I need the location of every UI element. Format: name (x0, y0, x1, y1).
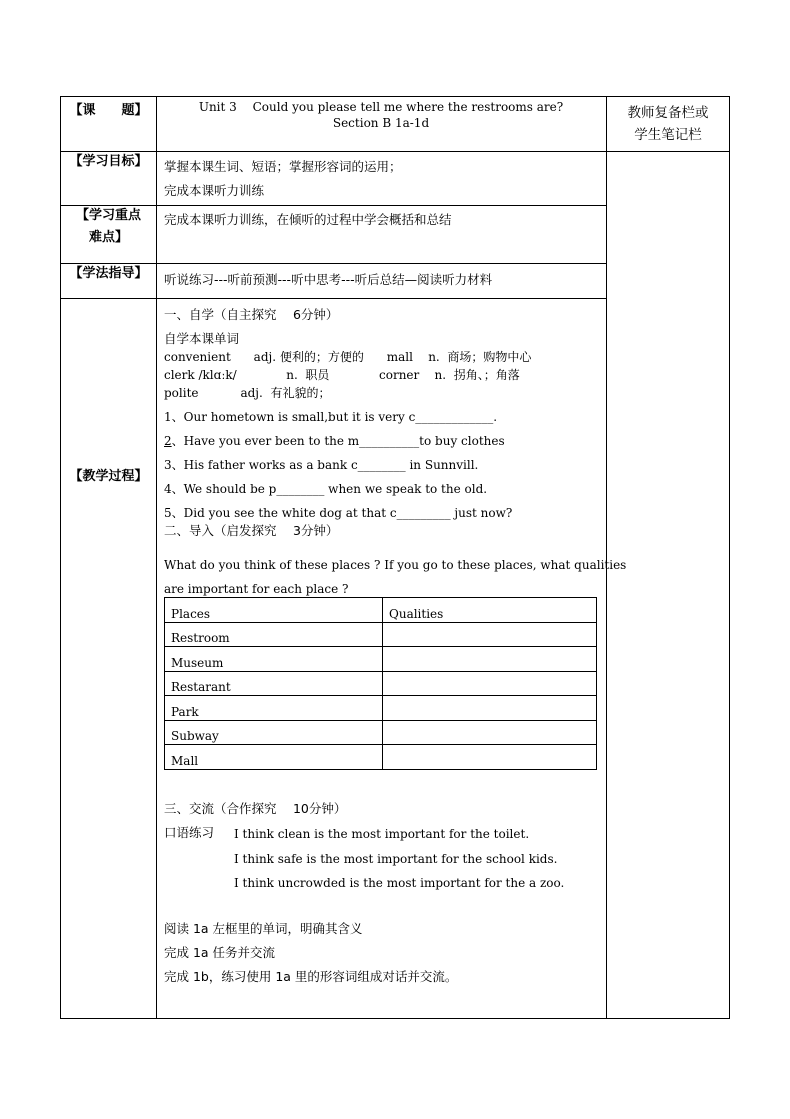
exercise-text: 、Our hometown is small,but it is very c_____________. (171, 410, 498, 424)
notes-column-header (606, 102, 730, 146)
exercise-number: 3 (164, 458, 172, 472)
qualities-cell[interactable] (383, 745, 597, 770)
qualities-cell[interactable] (383, 696, 597, 721)
exercise-text: 、Have you ever been to the m__________to buy clothes (171, 434, 505, 448)
lesson-title (156, 99, 606, 131)
process-label: 【教学过程】 (69, 469, 148, 484)
question-line-2: are important for each place ? (164, 582, 349, 596)
exercise-number: 1 (164, 410, 172, 424)
notes-header-line1: 教师复备栏或 (627, 105, 709, 121)
place-cell: Museum (165, 647, 383, 672)
table-header-row (165, 598, 597, 623)
exercise-item (164, 456, 478, 474)
lesson-title-line2: Section B 1a-1d (332, 116, 430, 130)
table-row (165, 720, 597, 745)
oral-line-3: I think uncrowded is the most important for the a zoo. (234, 876, 565, 890)
method-label: 【学法指导】 (69, 266, 148, 281)
section1-title: 一、自学（自主探究 6分钟） (164, 307, 339, 322)
row-divider (61, 298, 606, 299)
place-cell: Restroom (165, 622, 383, 647)
row-divider-notes (606, 151, 730, 152)
objectives-line1: 掌握本课生词、短语；掌握形容词的运用； (164, 159, 402, 174)
oral-practice-label: 口语练习 (164, 825, 215, 840)
exercise-item (164, 408, 497, 426)
key-points-label (61, 206, 156, 248)
exercise-text: 、His father works as a bank c________ in Sunnvill. (171, 458, 479, 472)
table-header-places: Places (165, 598, 383, 623)
exercise-text: 、We should be p________ when we speak to the old. (171, 482, 488, 496)
qualities-cell[interactable] (383, 647, 597, 672)
table-row (165, 745, 597, 770)
vocab-line-3: polite adj. 有礼貌的； (164, 386, 331, 400)
key-points-label-line2: 难点】 (88, 230, 128, 245)
exercise-item (164, 432, 505, 450)
lesson-title-line1: Unit 3 Could you please tell me where the restrooms are? (198, 100, 564, 114)
task-line-2: 完成 1a 任务并交流 (164, 945, 276, 960)
qualities-table (164, 597, 597, 770)
exercise-text: 、Did you see the white dog at that c_________ just now? (171, 506, 513, 520)
table-row (165, 647, 597, 672)
exercise-item (164, 504, 512, 522)
column-divider-left (156, 97, 157, 1018)
objectives-line2: 完成本课听力训练 (164, 183, 265, 198)
exercise-item (164, 480, 487, 498)
task-line-1: 阅读 1a 左框里的单词，明确其含义 (164, 921, 363, 936)
place-cell: Subway (165, 720, 383, 745)
qualities-cell[interactable] (383, 720, 597, 745)
notes-header-line2: 学生笔记栏 (634, 127, 702, 143)
task-line-3: 完成 1b，练习使用 1a 里的形容词组成对话并交流。 (164, 969, 458, 984)
qualities-cell[interactable] (383, 671, 597, 696)
place-cell: Park (165, 696, 383, 721)
topic-label: 【课 题】 (69, 103, 148, 118)
section3-title: 三、交流（合作探究 10分钟） (164, 801, 347, 816)
table-row (165, 696, 597, 721)
lesson-plan-table (60, 96, 730, 1019)
oral-line-1: I think clean is the most important for the toilet. (234, 827, 530, 841)
vocab-line-1: convenient adj. 便利的；方便的 mall n. 商场；购物中心 (164, 350, 532, 364)
exercise-number: 2 (164, 434, 172, 448)
question-line-1: What do you think of these places ? If you go to these places, what qualities (164, 558, 627, 572)
vocab-heading: 自学本课单词 (164, 331, 240, 346)
table-row (165, 671, 597, 696)
oral-line-2: I think safe is the most important for the school kids. (234, 852, 558, 866)
section2-title: 二、导入（启发探究 3分钟） (164, 523, 339, 538)
key-points-text: 完成本课听力训练，在倾听的过程中学会概括和总结 (164, 212, 452, 227)
place-cell: Mall (165, 745, 383, 770)
exercise-number: 5 (164, 506, 172, 520)
method-text: 听说练习---听前预测---听中思考---听后总结—阅读听力材料 (164, 272, 493, 287)
exercise-number: 4 (164, 482, 172, 496)
objectives-label: 【学习目标】 (69, 154, 148, 169)
place-cell: Restarant (165, 671, 383, 696)
qualities-cell[interactable] (383, 622, 597, 647)
table-row (165, 622, 597, 647)
table-header-qualities: Qualities (383, 598, 597, 623)
vocab-line-2: clerk /klɑːk/ n. 职员 corner n. 拐角、；角落 (164, 368, 520, 382)
key-points-label-line1: 【学习重点 (75, 208, 141, 223)
